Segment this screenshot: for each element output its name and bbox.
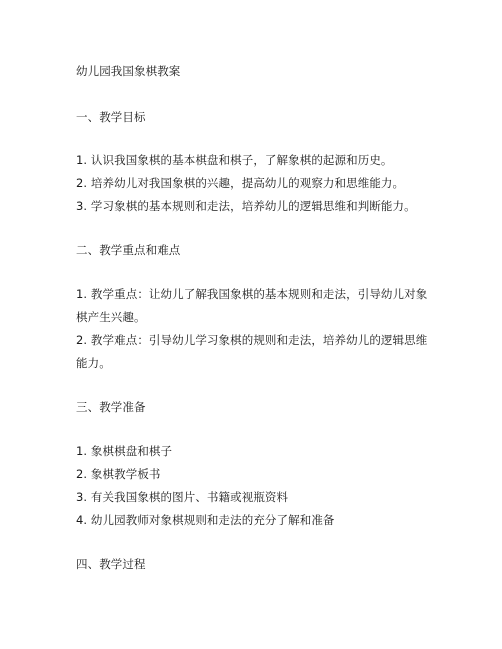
key-point-line-2: 棋产生兴趣。 <box>76 310 146 324</box>
document-title: 幼儿园我国象棋教案 <box>76 64 181 78</box>
goal-item-3: 3. 学习象棋的基本规则和走法，培养幼儿的逻辑思维和判断能力。 <box>76 199 416 213</box>
key-point-line-1: 1. 教学重点：让幼儿了解我国象棋的基本规则和走法，引导幼儿对象 <box>76 287 428 301</box>
goal-item-2: 2. 培养幼儿对我国象棋的兴趣，提高幼儿的观察力和思维能力。 <box>76 176 405 190</box>
goal-item-1: 1. 认识我国象棋的基本棋盘和棋子，了解象棋的起源和历史。 <box>76 153 393 167</box>
prep-item-4: 4. 幼儿园教师对象棋规则和走法的充分了解和准备 <box>76 513 335 527</box>
prep-item-3: 3. 有关我国象棋的图片、书籍或视瓶资料 <box>76 490 289 504</box>
key-point-line-4: 能力。 <box>76 356 111 370</box>
section-heading-teaching-goals: 一、教学目标 <box>76 110 146 124</box>
prep-item-1: 1. 象棋棋盘和棋子 <box>76 444 173 458</box>
prep-item-2: 2. 象棋教学板书 <box>76 467 161 481</box>
key-point-line-3: 2. 教学难点：引导幼儿学习象棋的规则和走法，培养幼儿的逻辑思维 <box>76 333 428 347</box>
section-heading-key-points: 二、教学重点和难点 <box>76 243 181 257</box>
section-heading-preparation: 三、教学准备 <box>76 400 146 414</box>
section-heading-process: 四、教学过程 <box>76 557 146 571</box>
